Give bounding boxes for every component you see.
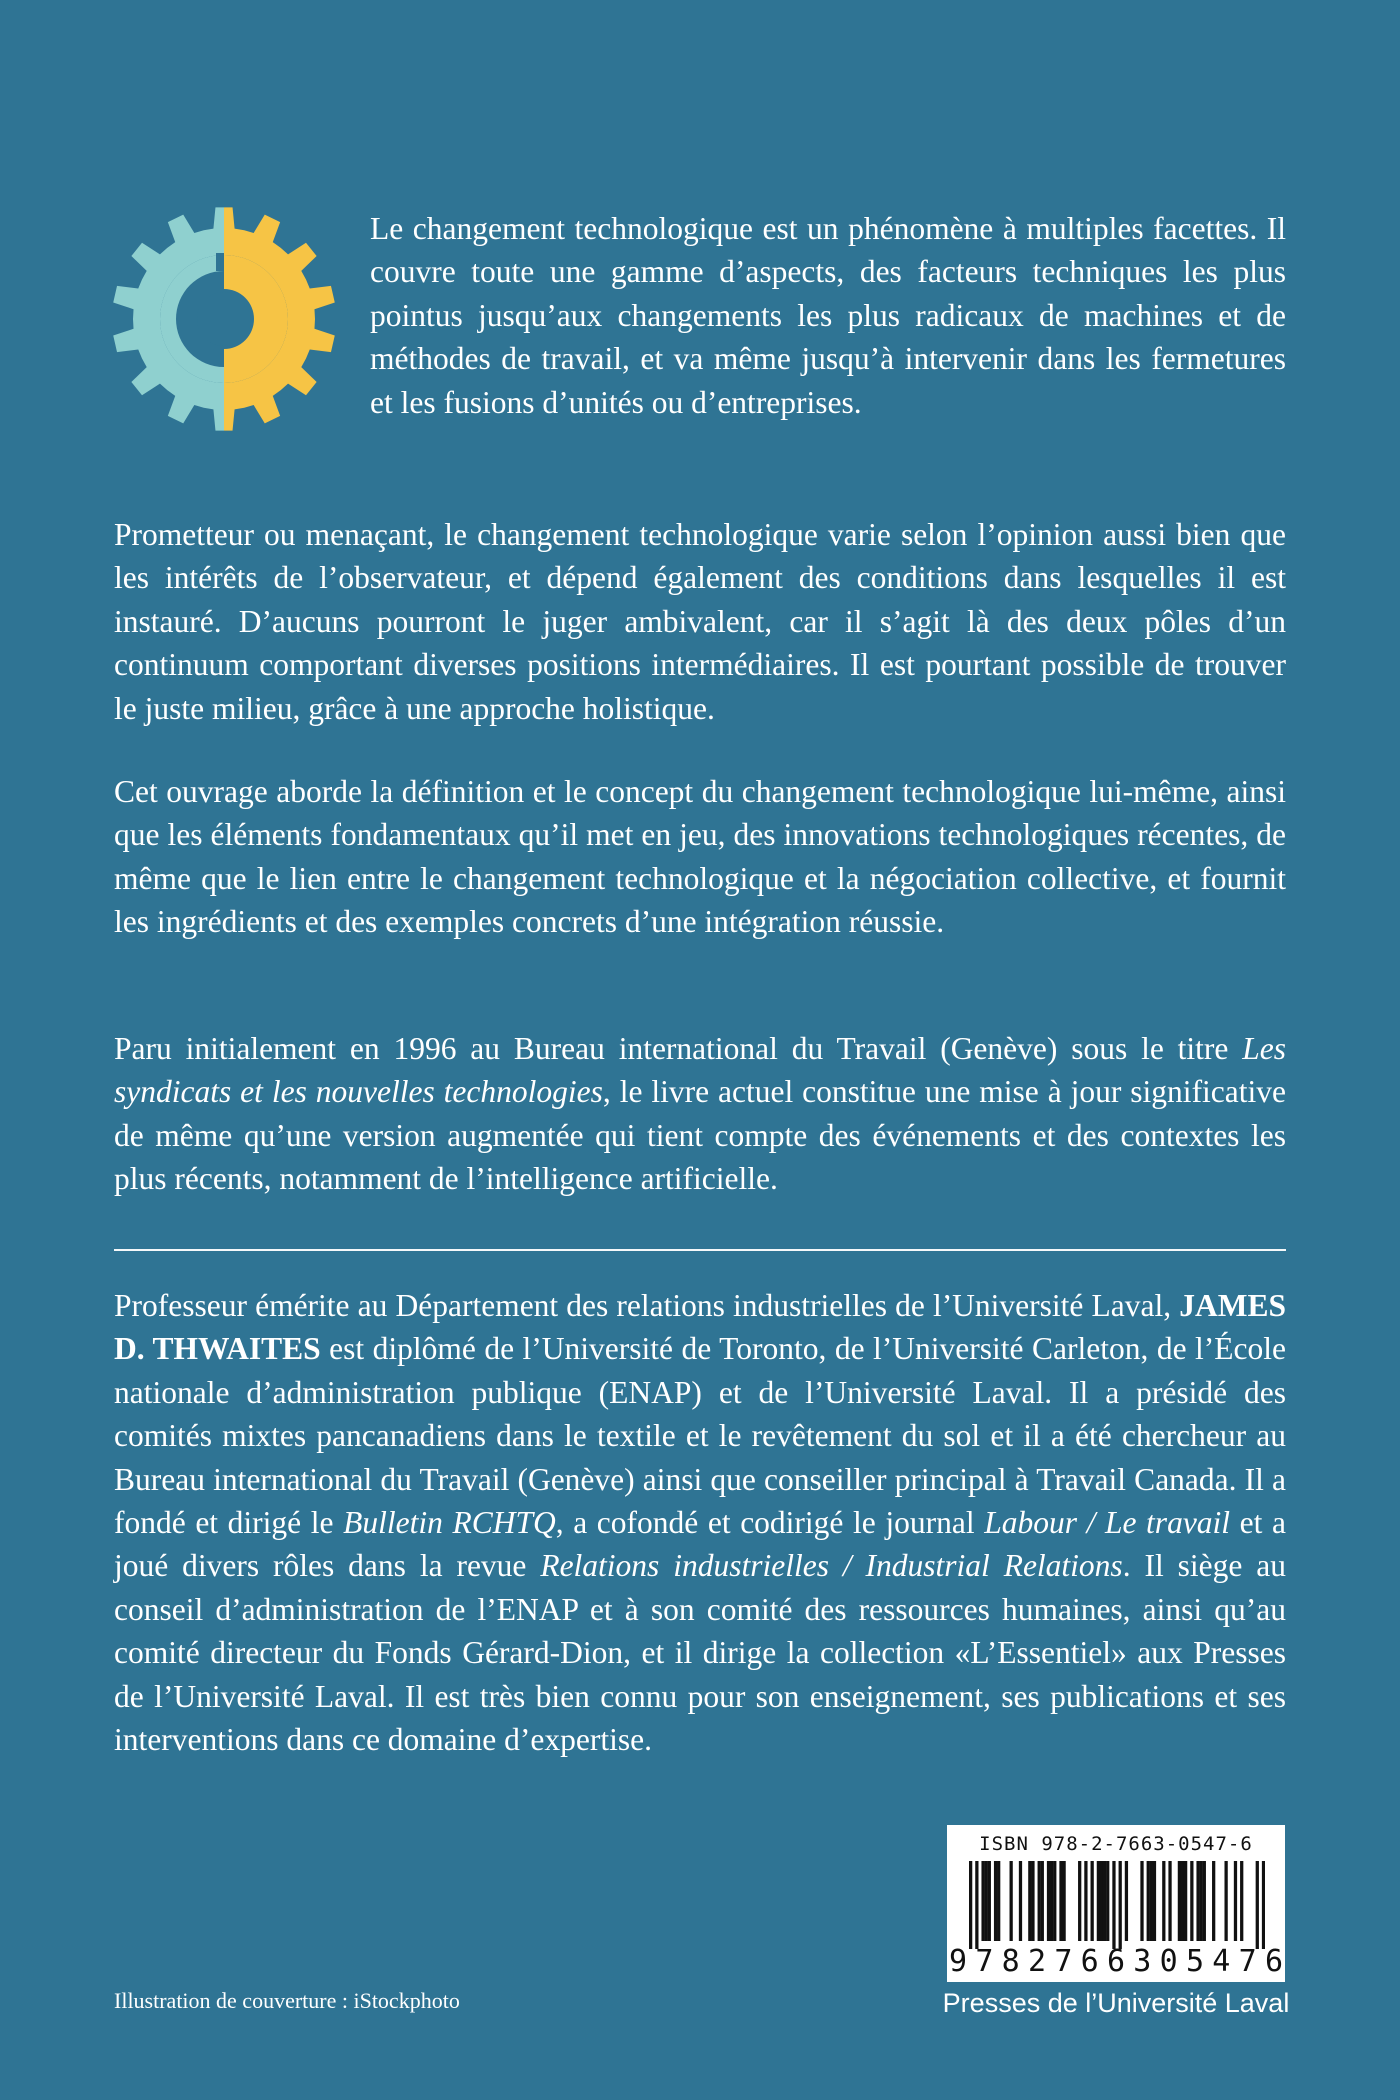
barcode-digit: 7 — [1054, 1944, 1073, 1979]
barcode-bar — [1031, 1861, 1034, 1941]
barcode-bar — [1010, 1861, 1013, 1941]
barcode-bar — [1050, 1861, 1053, 1941]
barcode-digit: 6 — [1080, 1944, 1099, 1979]
isbn-barcode — [947, 1825, 1285, 1982]
publication-history-paragraph — [114, 1027, 1286, 1201]
intro-paragraph: Le changement technologique est un phénomène à multiples facettes. Il couvre toute une gamme d’aspects, des facteurs techniques les plus pointus jusqu’aux changements les plus radicaux de machines et de méthodes de travail, et va même jusqu’à intervenir dans les fermetures et les fusions d’unités ou d’entreprises. — [370, 211, 1286, 420]
barcode-bar — [994, 1861, 997, 1941]
original-title: Les syndicats et les nouvelles technologies — [114, 1031, 1286, 1110]
barcode-bar — [1162, 1861, 1165, 1941]
barcode-bar — [997, 1861, 1000, 1941]
barcode-bar — [1203, 1861, 1206, 1941]
barcode-bar — [975, 1861, 978, 1949]
barcode-bar — [1125, 1861, 1128, 1941]
barcode-bar — [1212, 1861, 1215, 1941]
barcode-bar — [1112, 1861, 1115, 1949]
barcode-digit: 3 — [1133, 1944, 1152, 1979]
barcode-bar — [1153, 1861, 1156, 1941]
review-title: Relations industrielles / Industrial Relations — [540, 1548, 1123, 1584]
author-bio — [114, 1284, 1286, 1761]
barcode-bar — [985, 1861, 988, 1941]
barcode-bar — [1028, 1861, 1031, 1941]
barcode-bar — [1190, 1861, 1193, 1941]
barcode-bar — [1140, 1861, 1143, 1941]
barcode-bar — [1038, 1861, 1041, 1941]
barcode-bar — [1234, 1861, 1237, 1941]
barcode-bar — [1078, 1861, 1081, 1941]
barcode-bar — [981, 1861, 984, 1941]
barcode-bar — [1147, 1861, 1150, 1941]
publisher-name: Presses de l’Université Laval — [942, 1988, 1290, 2018]
gear-notch — [216, 253, 224, 271]
barcode-bar — [1053, 1861, 1056, 1941]
barcode-digit: 2 — [1027, 1944, 1047, 1979]
barcode-digit: 7 — [1238, 1944, 1257, 1979]
barcode-digits — [949, 1944, 1283, 1979]
opinion-paragraph: Prometteur ou menaçant, le changement technologique varie selon l’opinion aussi bien que les intérêts de l’observateur, et dépend également des conditions dans lesquelles il est instauré. D’aucuns pourront le juger ambivalent, car il s’agit là des deux pôles d’un continuum comportant diverses positions intermédiaires. Il est pourtant possible de trouver le juste milieu, grâce à une approche holistique. — [114, 517, 1286, 726]
section-divider — [114, 1249, 1286, 1251]
barcode-bar — [1262, 1861, 1265, 1949]
barcode-bar — [1150, 1861, 1153, 1941]
barcode-bar — [1200, 1861, 1203, 1941]
barcode-bar — [1097, 1861, 1100, 1941]
bulletin-title: Bulletin RCHTQ — [343, 1505, 556, 1541]
barcode-bar — [1256, 1861, 1259, 1949]
barcode-bar — [1103, 1861, 1106, 1941]
barcode-bar — [1168, 1861, 1171, 1941]
barcode-digit: 4 — [1212, 1944, 1231, 1979]
barcode-bar — [1084, 1861, 1087, 1941]
barcode-bar — [1091, 1861, 1094, 1941]
barcode-bar — [1184, 1861, 1187, 1941]
isbn-label: ISBN 978-2-7663-0547-6 — [979, 1833, 1253, 1855]
bio-text: est diplômé de l’Université de Toronto, de l’Université Carleton, de l’École nationale d’administration publique (ENAP) et de l’Université Laval. Il a présidé des comités mixtes pancanadiens dans le textile et le revêtement du sol et il a été chercheur au Bureau international du Travail (Genève) ainsi que conseiller principal à Travail Canada. Il a fondé et dirigé le — [114, 1331, 1286, 1541]
barcode-bar — [1041, 1861, 1044, 1941]
barcode-digit: 7 — [975, 1944, 994, 1979]
barcode-bar — [1062, 1861, 1065, 1941]
gear-icon — [108, 203, 340, 435]
journal-title: Labour / Le travail — [984, 1505, 1231, 1541]
bio-text: . Il siège au conseil d’administration de l’ENAP et à son comité des ressources humaines, ainsi qu’au comité directeur du Fonds Gérard-Dion, et il dirige la collection «L’Essentiel» aux Presses de l’Université Laval. Il est très bien connu pour son enseignement, ses publications et ses interventions dans ce domaine d’expertise. — [114, 1548, 1286, 1758]
barcode-digit: 0 — [1159, 1944, 1178, 1979]
history-text-start: Paru initialement en 1996 au Bureau international du Travail (Genève) sous le titre — [114, 1031, 1243, 1066]
history-text-end: , le livre actuel constitue une mise à jour significative de même qu’une version augmentée qui tient compte des événements et des contextes les plus récents, notamment de l’intelligence artificielle. — [114, 1074, 1287, 1197]
book-content-paragraph: Cet ouvrage aborde la définition et le concept du changement technologique lui-même, ainsi que les éléments fondamentaux qu’il met en jeu, des innovations technologiques récentes, de même que le lien entre le changement technologique et la négociation collective, et fournit les ingrédients et des exemples concrets d’une intégration réussie. — [114, 774, 1286, 940]
barcode-bar — [1178, 1861, 1181, 1941]
barcode-bar — [1100, 1861, 1103, 1941]
barcode-bar — [988, 1861, 991, 1941]
barcode-bar — [1019, 1861, 1022, 1941]
barcode-digit: 8 — [1001, 1944, 1020, 1979]
bio-text: , a cofondé et codirigé le journal — [555, 1505, 985, 1541]
barcode-bar — [1240, 1861, 1243, 1941]
cover-illustration-credit: Illustration de couverture : iStockphoto — [114, 1988, 460, 2013]
barcode-bar — [969, 1861, 972, 1949]
barcode-bar — [1181, 1861, 1184, 1941]
bio-text: Professeur émérite au Département des relations industrielles de l’Université Laval, — [114, 1288, 1180, 1323]
barcode-bar — [1196, 1861, 1199, 1941]
barcode-digit: 5 — [1185, 1944, 1205, 1979]
barcode-digit: 6 — [1264, 1944, 1283, 1979]
barcode-bars — [969, 1861, 1265, 1949]
author-name: JAMES D. THWAITES — [114, 1288, 1286, 1367]
bio-text: et a joué divers rôles dans la revue — [114, 1505, 1286, 1584]
barcode-bar — [1119, 1861, 1122, 1949]
barcode-digit: 6 — [1106, 1944, 1126, 1979]
barcode-digit: 9 — [949, 1944, 968, 1979]
barcode-bar — [1047, 1861, 1050, 1941]
barcode-bar — [1059, 1861, 1062, 1941]
barcode-bar — [1224, 1861, 1227, 1941]
gear-center — [197, 292, 251, 346]
barcode-bar — [1106, 1861, 1109, 1941]
